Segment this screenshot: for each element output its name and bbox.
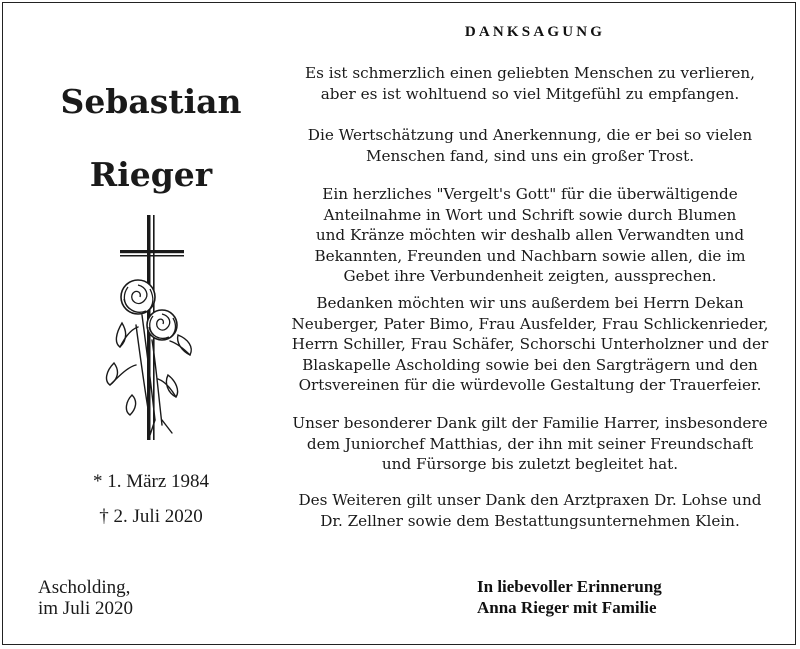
birth-date: * 1. März 1984 (92, 471, 210, 492)
deceased-last-name: Rieger (89, 155, 213, 194)
paragraph-thanks-family-harrer (270, 413, 790, 475)
death-date: † 2. Juli 2020 (99, 506, 203, 527)
text-line: Neuberger, Pater Bimo, Frau Ausfelder, Frau Schlickenrieder, (291, 314, 769, 333)
text-line: Es ist schmerzlich einen geliebten Menschen zu verlieren, (305, 64, 755, 82)
text-line: Gebet ihre Verbundenheit zeigten, aussprechen. (343, 267, 717, 285)
text-line: Unser besonderer Dank gilt der Familie Harrer, insbesondere (292, 414, 768, 432)
text-line: und Kränze möchten wir deshalb allen Verwandten und (315, 226, 745, 244)
text-line: Ortsvereinen für die würdevolle Gestaltung der Trauerfeier. (298, 376, 762, 394)
text-line: und Fürsorge bis zuletzt begleitet hat. (381, 455, 679, 473)
text-line: Menschen fand, sind uns ein großer Trost. (365, 146, 695, 165)
date-line: im Juli 2020 (38, 598, 134, 619)
text-line: Anteilnahme in Wort und Schrift sowie durch Blumen (323, 205, 737, 224)
text-line: Herrn Schiller, Frau Schäfer, Schorschi Unterholzner und der (291, 335, 769, 353)
signature-block (477, 576, 662, 618)
signature-line: In liebevoller Erinnerung (477, 577, 662, 596)
text-line: Blaskapelle Ascholding sowie bei den Sargträgern und den (302, 355, 758, 374)
place-and-date (38, 577, 133, 619)
text-line: Dr. Zellner sowie dem Bestattungsunternehmen Klein. (320, 511, 740, 530)
paragraph-thanks-persons (270, 293, 790, 396)
text-line: Die Wertschätzung und Anerkennung, die er bei so vielen (307, 126, 753, 144)
paragraph-thanks-general (270, 184, 790, 287)
text-line: dem Juniorchef Matthias, der ihn mit seiner Freundschaft (306, 434, 754, 453)
notice-heading: DANKSAGUNG (464, 24, 606, 40)
text-line: Ein herzliches "Vergelt's Gott" für die überwältigende (322, 185, 738, 203)
text-line: Des Weiteren gilt unser Dank den Arztpraxen Dr. Lohse und (298, 491, 762, 509)
text-line: aber es ist wohltuend so viel Mitgefühl zu empfangen. (320, 84, 740, 103)
text-line: Bedanken möchten wir uns außerdem bei Herrn Dekan (316, 294, 744, 312)
text-line: Bekannten, Freunden und Nachbarn sowie allen, die im (314, 246, 746, 265)
paragraph-thanks-doctors (270, 490, 790, 531)
deceased-first-name: Sebastian (60, 82, 242, 121)
paragraph-appreciation (270, 125, 790, 166)
signature-line: Anna Rieger mit Familie (477, 598, 657, 617)
paragraph-condolence (270, 63, 790, 104)
place-line: Ascholding, (38, 577, 131, 598)
cross-with-roses-icon (92, 215, 212, 440)
